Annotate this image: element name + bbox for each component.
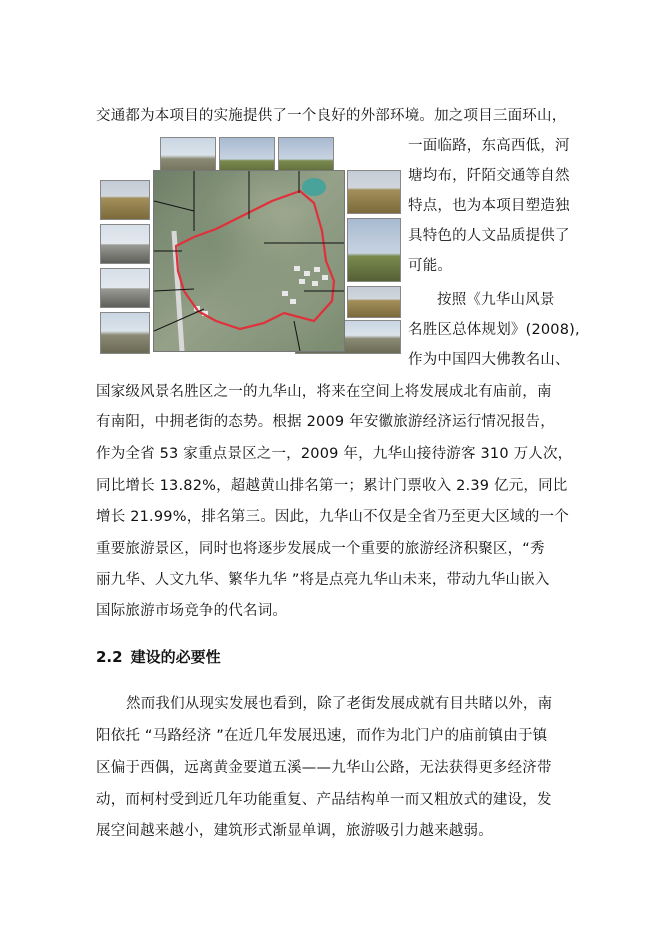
map-overlay [154,171,344,351]
paragraph1-line-4: 特点，也为本项目塑造独 [408,198,570,214]
paragraph3-line-2: 阳依托 “马路经济 ”在近几年发展迅速，而作为北门户的庙前镇由于镇 [96,728,548,744]
section-number: 2.2 [96,648,123,666]
paragraph2-line-5: 有南阳，中拥老街的态势。根据 2009 年安徽旅游经济运行情况报告， [96,414,555,430]
paragraph3-line-5: 展空间越来越小，建筑形式渐显单调，旅游吸引力越来越弱。 [96,823,493,839]
paragraph2-line-11: 国际旅游市场竞争的代名词。 [96,603,288,619]
photo-left-4 [100,312,150,354]
paragraph2-line-10: 丽九华、人文九华、繁华九华 ”将是点亮九华山未来，带动九华山嵌入 [96,572,550,588]
section-heading [96,646,221,667]
paragraph2-line-6: 作为全省 53 家重点景区之一，2009 年，九华山接待游客 310 万人次， [96,446,573,462]
paragraph2-line-9: 重要旅游景区，同时也将逐步发展成一个重要的旅游经济积聚区，“秀 [96,541,545,557]
paragraph1-line-3: 塘均布，阡陌交通等自然 [408,168,570,184]
photo-right-2 [347,218,401,282]
paragraph3-line-3: 区偏于西偶，远离黄金要道五溪——九华山公路，无法获得更多经济带 [96,760,552,776]
paragraph2-line-1: 按照《九华山风景 [437,292,555,308]
paragraph3-line-4: 动，而柯村受到近几年功能重复、产品结构单一而又粗放式的建设，发 [96,792,552,808]
paragraph2-line-7: 同比增长 13.82%，超越黄山排名第一；累计门票收入 2.39 亿元，同比 [96,478,568,494]
photo-right-3 [347,286,401,318]
paragraph2-line-2: 名胜区总体规划》(2008), [408,322,580,338]
photo-left-2 [100,224,150,264]
photo-left-1 [100,180,150,220]
paragraph3-line-1: 然而我们从现实发展也看到，除了老街发展成就有目共睹以外，南 [126,696,553,712]
paragraph1-line-5: 具特色的人文品质提供了 [408,228,570,244]
paragraph2-line-4: 国家级风景名胜区之一的九华山，将来在空间上将发展成北有庙前，南 [96,384,552,400]
satellite-map [153,170,345,352]
paragraph1-line-2: 一面临路，东高西低，河 [408,138,570,154]
paragraph1-line-6: 可能。 [408,258,453,274]
paragraph1-line-1: 交通都为本项目的实施提供了一个良好的外部环境。加之项目三面环山， [96,108,567,124]
map-pond [302,178,326,196]
photo-right-1 [347,170,401,214]
section-title: 建设的必要性 [130,648,221,666]
paragraph2-line-8: 增长 21.99%，排名第三。因此，九华山不仅是全省乃至更大区域的一个 [96,509,569,525]
paragraph2-line-3: 作为中国四大佛教名山、 [408,352,570,368]
photo-left-3 [100,268,150,308]
